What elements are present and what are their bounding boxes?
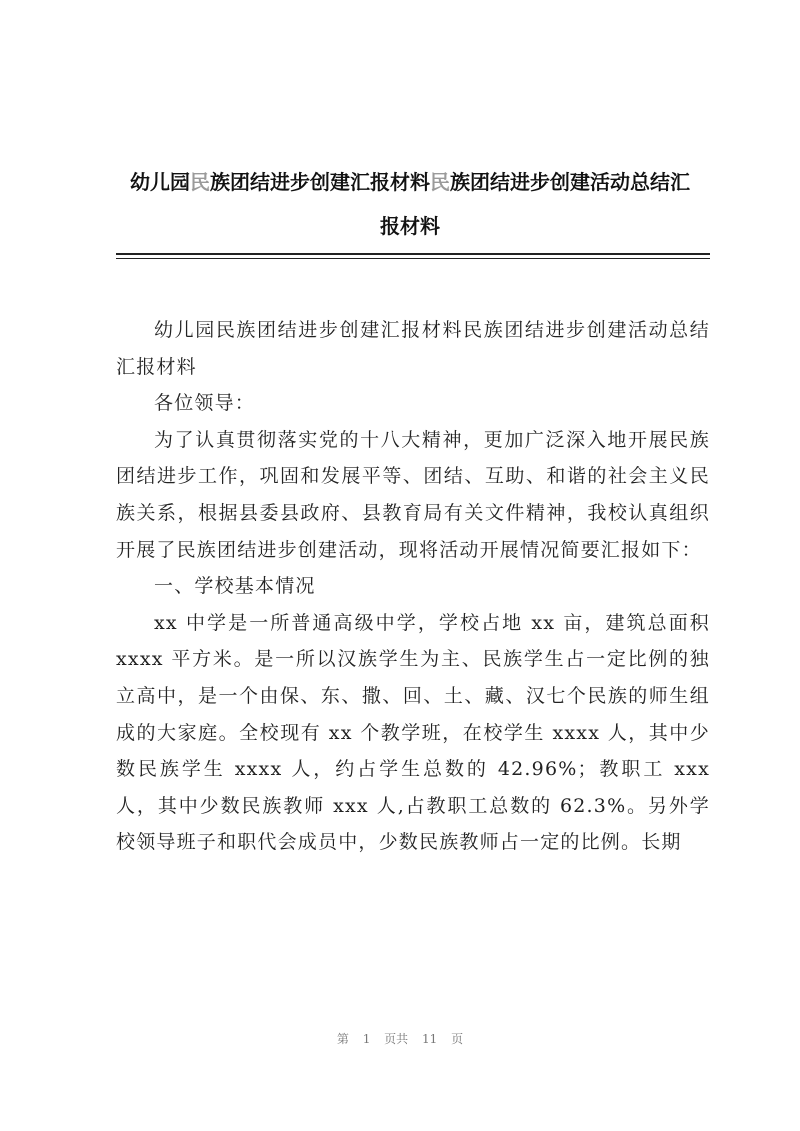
- section-heading: 一、学校基本情况: [154, 575, 316, 598]
- document-title: [105, 160, 715, 248]
- page-number: 1: [362, 1032, 371, 1046]
- title-divider-thin: [116, 258, 710, 259]
- title-highlight: 民: [190, 170, 210, 194]
- footer-text: 页共: [384, 1032, 409, 1046]
- page-footer: [0, 1030, 800, 1047]
- title-highlight: 民: [430, 170, 450, 194]
- footer-text: 第: [336, 1032, 349, 1046]
- title-text: 幼儿园: [130, 170, 190, 194]
- paragraph-school-info: xx 中学是一所普通高级中学，学校占地 xx 亩，建筑总面积 xxxx 平方米。是一所以汉族学生为主、民族学生占一定比例的独立高中，是一个由保、东、撒、回、土、藏、汉七个民族的师生组成的大家庭。全校现有 xx 个教学班，在校学生 xxxx 人，其中少数民族学生 xxxx 人，约占学生总数的 42.96%；教职工 xxx 人，其中少数民族教师 xxx 人,占教职工总数的 62.3%。另外学校领导班子和职代会成员中，少数民族教师占一定的比例。长期: [116, 611, 710, 854]
- document-body: [116, 312, 710, 861]
- title-text: 族团结进步创建汇报材料: [210, 170, 430, 194]
- page-total: 11: [422, 1032, 438, 1046]
- title-divider-thick: [116, 253, 710, 255]
- paragraph-salutation: 各位领导：: [154, 392, 256, 415]
- paragraph-subtitle: 幼儿园民族团结进步创建汇报材料民族团结进步创建活动总结汇报材料: [116, 319, 710, 378]
- title-text: 族团结进步创建活动总结汇: [450, 170, 690, 194]
- paragraph-intro: 为了认真贯彻落实党的十八大精神，更加广泛深入地开展民族团结进步工作，巩固和发展平等、团结、互助、和谐的社会主义民族关系，根据县委县政府、县教育局有关文件精神，我校认真组织开展了民族团结进步创建活动，现将活动开展情况简要汇报如下：: [116, 428, 710, 561]
- title-text: 报材料: [380, 214, 440, 238]
- footer-text: 页: [451, 1032, 464, 1046]
